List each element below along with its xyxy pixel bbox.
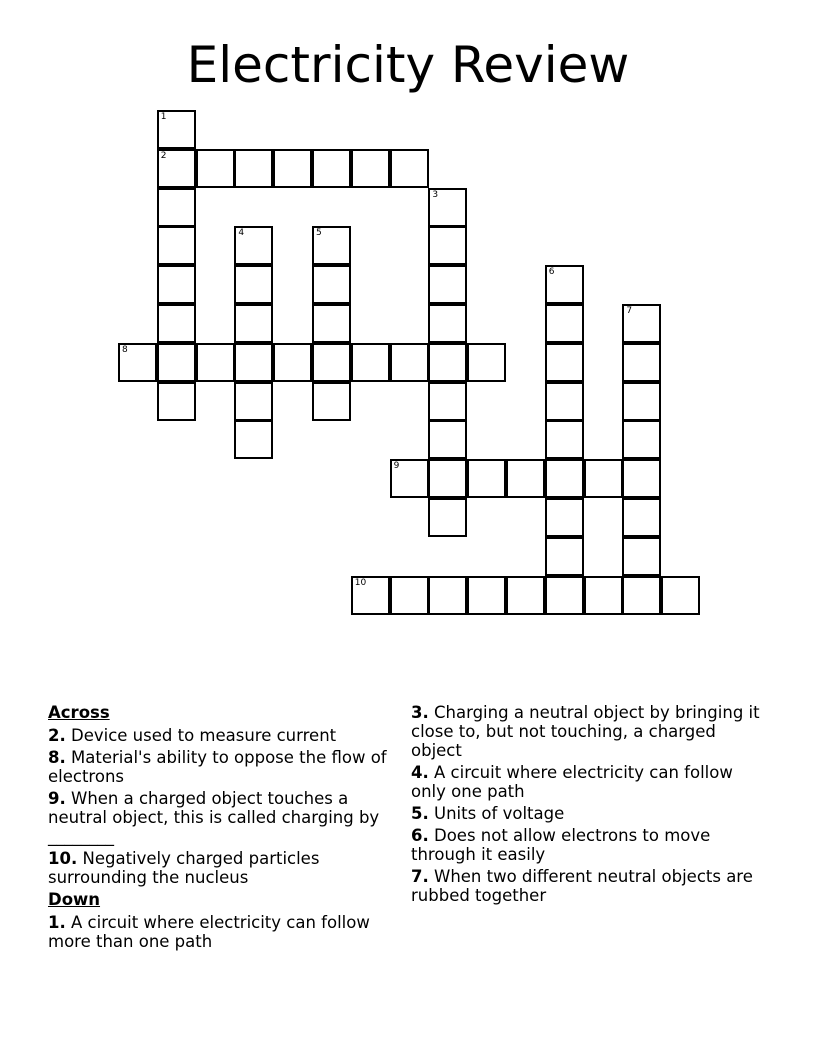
- grid-cell[interactable]: [312, 226, 351, 265]
- clue-number: 5.: [411, 804, 429, 823]
- clue-number: 7.: [411, 867, 429, 886]
- clue-down-1: [48, 913, 393, 951]
- grid-cell[interactable]: [428, 343, 467, 382]
- grid-cell[interactable]: [157, 304, 196, 343]
- grid-cell[interactable]: [622, 382, 661, 421]
- grid-cell[interactable]: [312, 382, 351, 421]
- clue-number: 8.: [48, 748, 66, 767]
- clue-text: Device used to measure current: [71, 726, 337, 745]
- grid-cell[interactable]: [428, 226, 467, 265]
- grid-cell[interactable]: [545, 459, 584, 498]
- clue-number: 4.: [411, 763, 429, 782]
- grid-cell[interactable]: [428, 265, 467, 304]
- across-heading: Across: [48, 703, 110, 722]
- grid-cell[interactable]: [351, 149, 390, 188]
- clue-down-5: [411, 804, 771, 823]
- grid-cell[interactable]: [234, 226, 273, 265]
- grid-cell[interactable]: [234, 382, 273, 421]
- clue-number-label: 6: [548, 267, 555, 278]
- grid-cell[interactable]: [196, 343, 235, 382]
- grid-cell[interactable]: [312, 149, 351, 188]
- grid-cell[interactable]: [545, 382, 584, 421]
- clue-text: Does not allow electrons to move through it easily: [411, 826, 711, 864]
- grid-cell[interactable]: [312, 343, 351, 382]
- clue-number: 9.: [48, 789, 66, 808]
- clue-down-6: [411, 826, 771, 864]
- grid-cell[interactable]: [622, 304, 661, 343]
- clue-across-2: [48, 726, 393, 745]
- clue-text: When two different neutral objects are rubbed together: [411, 867, 753, 905]
- grid-cell[interactable]: [545, 576, 584, 615]
- grid-cell[interactable]: [157, 382, 196, 421]
- grid-cell[interactable]: [622, 343, 661, 382]
- grid-cell[interactable]: [157, 149, 196, 188]
- grid-cell[interactable]: [584, 459, 623, 498]
- clue-number-label: 5: [316, 228, 322, 239]
- clue-down-7: [411, 867, 771, 905]
- grid-cell[interactable]: [234, 343, 273, 382]
- grid-cell[interactable]: [622, 576, 661, 615]
- grid-cell[interactable]: [351, 576, 390, 615]
- grid-cell[interactable]: [157, 343, 196, 382]
- clue-text: A circuit where electricity can follow only one path: [411, 763, 733, 801]
- grid-cell[interactable]: [234, 265, 273, 304]
- clue-number: 6.: [411, 826, 429, 845]
- down-heading: Down: [48, 890, 101, 909]
- clue-across-8: [48, 748, 393, 786]
- grid-cell[interactable]: [428, 188, 467, 227]
- grid-cell[interactable]: [584, 576, 623, 615]
- clue-number: 1.: [48, 913, 66, 932]
- clue-text: Units of voltage: [434, 804, 565, 823]
- grid-cell[interactable]: [351, 343, 390, 382]
- grid-cell[interactable]: [545, 265, 584, 304]
- grid-cell[interactable]: [545, 420, 584, 459]
- grid-cell[interactable]: [467, 576, 506, 615]
- grid-cell[interactable]: [545, 498, 584, 537]
- clue-number-label: 8: [122, 344, 128, 355]
- grid-cell[interactable]: [545, 537, 584, 576]
- grid-cell[interactable]: [234, 304, 273, 343]
- grid-cell[interactable]: [622, 498, 661, 537]
- grid-cell[interactable]: [273, 343, 312, 382]
- grid-cell[interactable]: [196, 149, 235, 188]
- grid-cell[interactable]: [157, 110, 196, 149]
- grid-cell[interactable]: [118, 343, 157, 382]
- grid-cell[interactable]: [157, 226, 196, 265]
- grid-cell[interactable]: [312, 265, 351, 304]
- grid-cell[interactable]: [506, 576, 545, 615]
- clue-text: A circuit where electricity can follow more than one path: [48, 913, 370, 951]
- grid-cell[interactable]: [428, 420, 467, 459]
- clue-number-label: 4: [238, 228, 245, 239]
- grid-cell[interactable]: [661, 576, 700, 615]
- grid-cell[interactable]: [622, 420, 661, 459]
- clue-number-label: 9: [393, 461, 400, 472]
- clue-number: 10.: [48, 849, 78, 868]
- clue-number-label: 1: [160, 112, 167, 122]
- clue-down-3: [411, 703, 771, 760]
- clue-down-4: [411, 763, 771, 801]
- grid-cell[interactable]: [234, 420, 273, 459]
- grid-cell[interactable]: [428, 304, 467, 343]
- clue-number: 3.: [411, 703, 429, 722]
- grid-cell[interactable]: [428, 498, 467, 537]
- clue-text: Charging a neutral object by bringing it close to, but not touching, a charged object: [411, 703, 760, 760]
- grid-cell[interactable]: [390, 459, 429, 498]
- clue-number-label: 10: [354, 577, 367, 588]
- grid-cell[interactable]: [428, 459, 467, 498]
- clue-text: Material's ability to oppose the flow of electrons: [48, 748, 387, 786]
- clue-number-label: 7: [626, 306, 633, 316]
- grid-cell[interactable]: [157, 265, 196, 304]
- grid-cell[interactable]: [157, 188, 196, 227]
- clues-left-column: [48, 703, 393, 954]
- grid-cell[interactable]: [428, 576, 467, 615]
- grid-cell[interactable]: [545, 304, 584, 343]
- clue-across-10: [48, 849, 393, 887]
- grid-cell[interactable]: [545, 343, 584, 382]
- grid-cell[interactable]: [390, 343, 429, 382]
- clue-across-9: [48, 789, 393, 846]
- clue-number-label: 2: [160, 150, 167, 161]
- grid-cell[interactable]: [312, 304, 351, 343]
- clue-number: 2.: [48, 726, 66, 745]
- grid-cell[interactable]: [390, 576, 429, 615]
- clue-number-label: 3: [432, 189, 439, 200]
- grid-cell[interactable]: [234, 149, 273, 188]
- grid-cell[interactable]: [467, 459, 506, 498]
- grid-cell[interactable]: [506, 459, 545, 498]
- grid-cell[interactable]: [390, 149, 429, 188]
- grid-cell[interactable]: [273, 149, 312, 188]
- grid-cell[interactable]: [428, 382, 467, 421]
- grid-cell[interactable]: [467, 343, 506, 382]
- clue-text: When a charged object touches a neutral object, this is called charging by ________: [48, 789, 380, 846]
- page-title: Electricity Review: [186, 36, 630, 94]
- grid-cell[interactable]: [622, 459, 661, 498]
- clue-text: Negatively charged particles surrounding the nucleus: [48, 849, 320, 887]
- clues-right-column: [411, 703, 771, 908]
- grid-cell[interactable]: [622, 537, 661, 576]
